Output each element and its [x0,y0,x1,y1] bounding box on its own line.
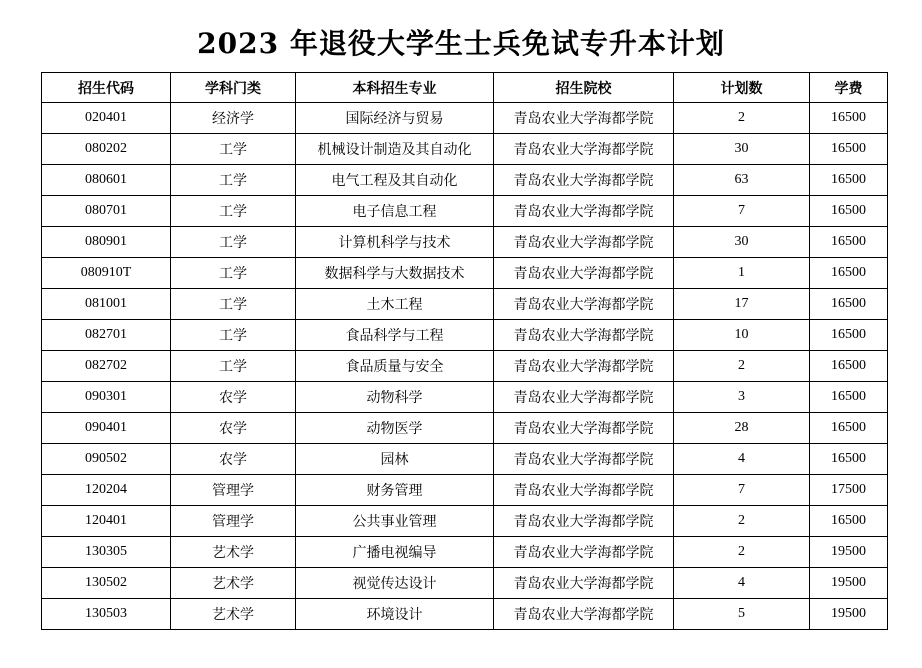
cell-tuition: 16500 [810,258,888,289]
column-header-quota: 计划数 [674,73,810,103]
cell-quota: 7 [674,196,810,227]
table-row [42,227,888,258]
cell-school: 青岛农业大学海都学院 [494,320,674,351]
column-header-code: 招生代码 [42,73,171,103]
table-row [42,382,888,413]
cell-tuition: 16500 [810,382,888,413]
cell-school: 青岛农业大学海都学院 [494,289,674,320]
cell-tuition: 16500 [810,196,888,227]
column-header-tuition: 学费 [810,73,888,103]
table-row [42,506,888,537]
cell-quota: 28 [674,413,810,444]
cell-major: 园林 [296,444,494,475]
table-row [42,599,888,630]
cell-category: 经济学 [171,103,296,134]
cell-tuition: 16500 [810,165,888,196]
cell-school: 青岛农业大学海都学院 [494,568,674,599]
cell-quota: 3 [674,382,810,413]
cell-school: 青岛农业大学海都学院 [494,444,674,475]
table-row [42,351,888,382]
table-body [42,103,888,630]
cell-quota: 2 [674,537,810,568]
cell-major: 视觉传达设计 [296,568,494,599]
cell-major: 动物医学 [296,413,494,444]
cell-tuition: 16500 [810,289,888,320]
cell-code: 080202 [42,134,171,165]
cell-major: 机械设计制造及其自动化 [296,134,494,165]
admission-plan-table [41,72,888,630]
cell-category: 艺术学 [171,599,296,630]
cell-code: 080901 [42,227,171,258]
cell-quota: 2 [674,103,810,134]
cell-tuition: 16500 [810,227,888,258]
cell-quota: 4 [674,568,810,599]
cell-school: 青岛农业大学海都学院 [494,258,674,289]
cell-code: 082702 [42,351,171,382]
cell-major: 食品科学与工程 [296,320,494,351]
table-row [42,258,888,289]
cell-code: 130502 [42,568,171,599]
cell-tuition: 17500 [810,475,888,506]
cell-tuition: 19500 [810,537,888,568]
cell-major: 公共事业管理 [296,506,494,537]
cell-major: 广播电视编导 [296,537,494,568]
table-row [42,568,888,599]
cell-category: 工学 [171,227,296,258]
cell-school: 青岛农业大学海都学院 [494,351,674,382]
cell-school: 青岛农业大学海都学院 [494,599,674,630]
cell-code: 120401 [42,506,171,537]
table-row [42,444,888,475]
cell-code: 120204 [42,475,171,506]
table-row [42,475,888,506]
cell-quota: 30 [674,134,810,165]
cell-school: 青岛农业大学海都学院 [494,413,674,444]
cell-major: 电子信息工程 [296,196,494,227]
table-row [42,537,888,568]
cell-major: 国际经济与贸易 [296,103,494,134]
cell-school: 青岛农业大学海都学院 [494,196,674,227]
cell-category: 农学 [171,382,296,413]
cell-tuition: 16500 [810,351,888,382]
column-header-major: 本科招生专业 [296,73,494,103]
cell-tuition: 16500 [810,506,888,537]
cell-major: 环境设计 [296,599,494,630]
cell-quota: 2 [674,506,810,537]
table-row [42,134,888,165]
table-header-row [42,73,888,103]
table-row [42,103,888,134]
cell-quota: 1 [674,258,810,289]
cell-tuition: 16500 [810,444,888,475]
cell-quota: 63 [674,165,810,196]
cell-category: 农学 [171,444,296,475]
cell-quota: 17 [674,289,810,320]
cell-school: 青岛农业大学海都学院 [494,382,674,413]
cell-major: 土木工程 [296,289,494,320]
cell-quota: 2 [674,351,810,382]
cell-category: 农学 [171,413,296,444]
cell-school: 青岛农业大学海都学院 [494,165,674,196]
cell-tuition: 19500 [810,568,888,599]
cell-quota: 10 [674,320,810,351]
cell-category: 艺术学 [171,537,296,568]
cell-code: 082701 [42,320,171,351]
cell-quota: 5 [674,599,810,630]
cell-category: 工学 [171,165,296,196]
cell-category: 管理学 [171,506,296,537]
cell-code: 080701 [42,196,171,227]
cell-school: 青岛农业大学海都学院 [494,134,674,165]
cell-code: 081001 [42,289,171,320]
cell-code: 130503 [42,599,171,630]
cell-tuition: 16500 [810,134,888,165]
cell-major: 计算机科学与技术 [296,227,494,258]
column-header-school: 招生院校 [494,73,674,103]
cell-category: 工学 [171,134,296,165]
cell-category: 管理学 [171,475,296,506]
cell-tuition: 16500 [810,103,888,134]
cell-tuition: 19500 [810,599,888,630]
cell-category: 工学 [171,289,296,320]
cell-school: 青岛农业大学海都学院 [494,103,674,134]
cell-major: 食品质量与安全 [296,351,494,382]
cell-code: 080601 [42,165,171,196]
cell-major: 电气工程及其自动化 [296,165,494,196]
cell-school: 青岛农业大学海都学院 [494,475,674,506]
cell-tuition: 16500 [810,320,888,351]
cell-category: 工学 [171,351,296,382]
table-row [42,320,888,351]
cell-school: 青岛农业大学海都学院 [494,506,674,537]
cell-major: 财务管理 [296,475,494,506]
cell-category: 工学 [171,258,296,289]
cell-code: 090301 [42,382,171,413]
cell-category: 工学 [171,320,296,351]
cell-major: 动物科学 [296,382,494,413]
table-row [42,413,888,444]
cell-major: 数据科学与大数据技术 [296,258,494,289]
cell-category: 工学 [171,196,296,227]
cell-code: 090502 [42,444,171,475]
table-row [42,289,888,320]
cell-tuition: 16500 [810,413,888,444]
cell-school: 青岛农业大学海都学院 [494,227,674,258]
cell-school: 青岛农业大学海都学院 [494,537,674,568]
cell-quota: 7 [674,475,810,506]
cell-quota: 4 [674,444,810,475]
column-header-category: 学科门类 [171,73,296,103]
table-row [42,196,888,227]
cell-code: 080910T [42,258,171,289]
cell-code: 090401 [42,413,171,444]
cell-category: 艺术学 [171,568,296,599]
table-row [42,165,888,196]
cell-code: 130305 [42,537,171,568]
page-title: 2023 年退役大学生士兵免试专升本计划 [197,27,725,60]
cell-code: 020401 [42,103,171,134]
cell-quota: 30 [674,227,810,258]
